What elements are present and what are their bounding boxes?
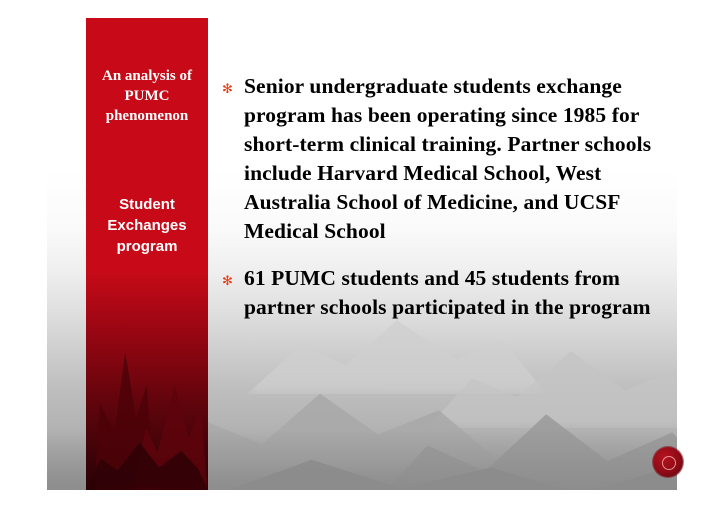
bullet-marker-icon: ✻ (222, 273, 233, 288)
bullet-list (222, 72, 690, 340)
banner-rock-texture (86, 270, 208, 490)
seal-badge-inner-ring (662, 456, 676, 470)
bullet-marker-icon: ✻ (222, 81, 233, 96)
bullet-text: 61 PUMC students and 45 students from partner schools participated in the program (244, 266, 651, 319)
banner-title: An analysis of PUMC phenomenon (101, 68, 193, 124)
list-item (222, 264, 690, 322)
red-side-banner (86, 18, 208, 490)
list-item (222, 72, 690, 246)
bullet-text: Senior undergraduate students exchange program has been operating since 1985 for short-term clinical training. Partner schools include Harvard Medical School, West Australia School of Medicine, and UCSF Medical School (244, 74, 652, 243)
seal-badge-icon (653, 447, 683, 477)
banner-subtitle: Student Exchanges program (107, 196, 187, 255)
